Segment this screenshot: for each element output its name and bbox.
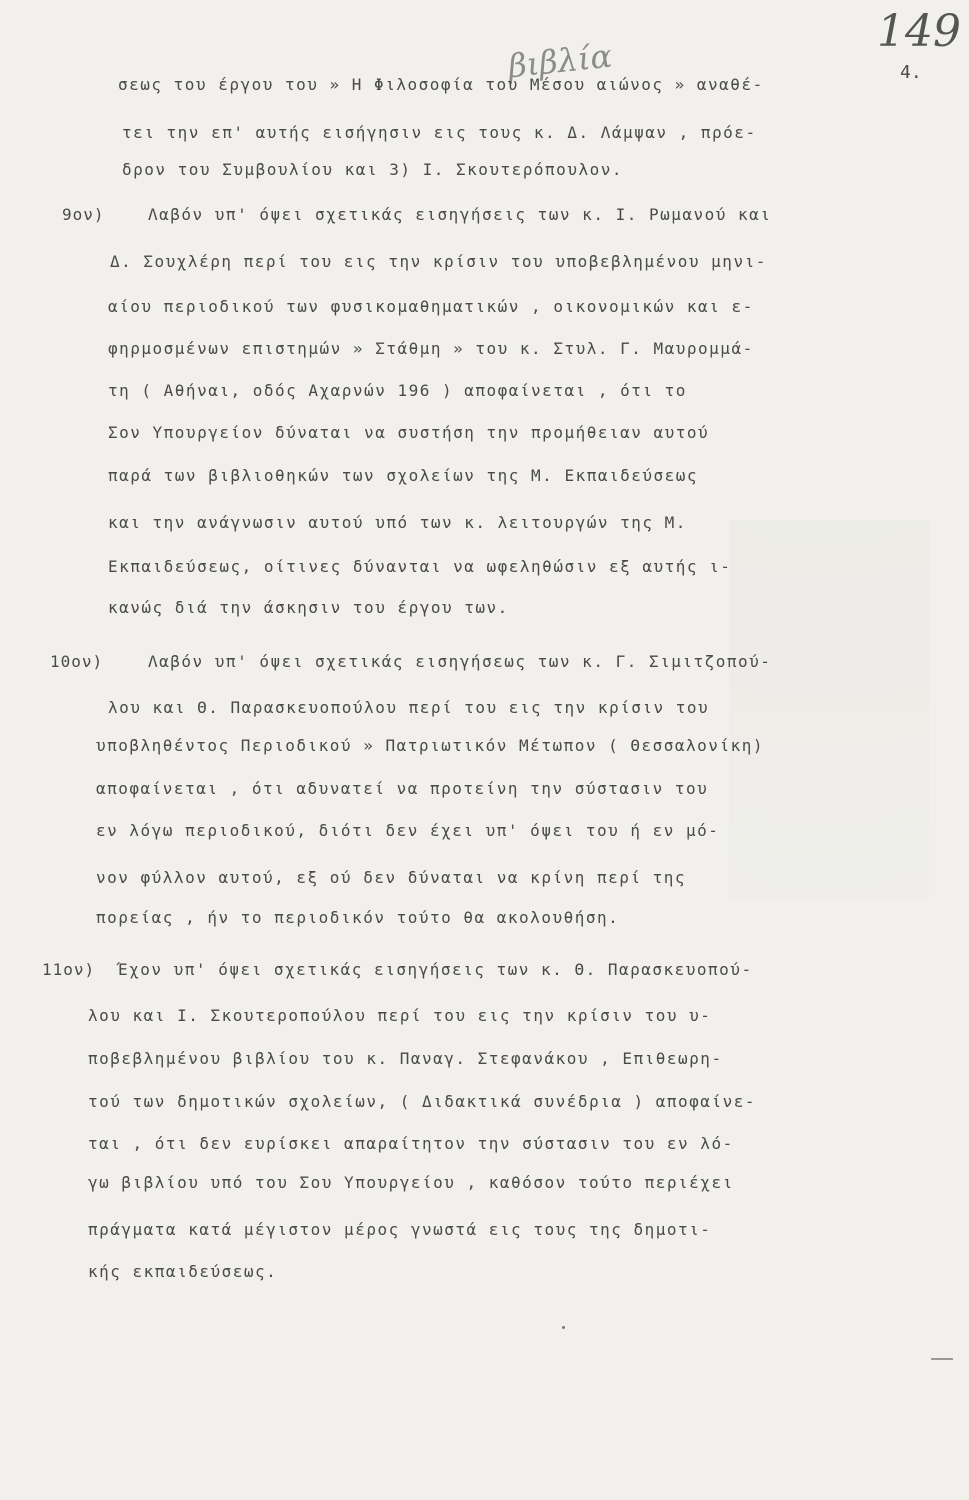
item-line: Έχον υπ' όψει σχετικάς εισηγήσεις των κ. Θ. Παρασκευοπού- — [118, 960, 753, 979]
item-line: φηρμοσμένων επιστημών » Στάθμη » του κ. Στυλ. Γ. Μαυρομμά- — [108, 339, 754, 358]
item-line: και την ανάγνωσιν αυτού υπό των κ. λειτουργών της Μ. — [108, 513, 687, 532]
item-line: νον φύλλον αυτού, εξ ού δεν δύναται να κρίνη περί της — [96, 868, 687, 887]
item-line: αίου περιοδικού των φυσικομαθηματικών , οικονομικών και ε- — [108, 297, 754, 316]
item-line: Λαβόν υπ' όψει σχετικάς εισηγήσεις των κ. Ι. Ρωμανού και — [148, 205, 772, 224]
ink-speck — [562, 1326, 565, 1329]
item-line: αποφαίνεται , ότι αδυνατεί να προτείνη την σύστασιν του — [96, 779, 709, 798]
item-line: γω βιβλίου υπό του Σου Υπουργείου , καθόσον τούτο περιέχει — [88, 1173, 734, 1192]
page-number: 4. — [900, 62, 922, 83]
item-label-11: 11ον) — [42, 960, 96, 979]
item-line: πορείας , ήν το περιοδικόν τούτο θα ακολουθήση. — [96, 908, 620, 927]
item-line: Σον Υπουργείον δύναται να συστήση την προμήθειαν αυτού — [108, 423, 710, 442]
item-line: Εκπαιδεύσεως, οίτινες δύνανται να ωφεληθώσιν εξ αυτής ι- — [108, 557, 732, 576]
margin-mark — [931, 1358, 953, 1360]
intro-line: τει την επ' αυτής εισήγησιν εις τους κ. Δ. Λάμψαν , πρόε- — [122, 123, 757, 142]
item-line: Δ. Σουχλέρη περί του εις την κρίσιν του υποβεβλημένου μηνι- — [110, 252, 767, 271]
item-line: υποβληθέντος Περιοδικού » Πατριωτικόν Μέτωπον ( Θεσσαλονίκη) — [96, 736, 764, 755]
item-label-10: 10ον) — [50, 652, 104, 671]
intro-line: δρον του Συμβουλίου και 3) Ι. Σκουτερόπουλον. — [122, 160, 623, 179]
item-line: τη ( Αθήναι, οδός Αχαρνών 196 ) αποφαίνεται , ότι το — [108, 381, 687, 400]
bleed-through-shadow — [729, 520, 929, 900]
item-line: ται , ότι δεν ευρίσκει απαραίτητον την σύστασιν του εν λό- — [88, 1134, 734, 1153]
item-line: Λαβόν υπ' όψει σχετικάς εισηγήσεως των κ. Γ. Σιμιτζοπού- — [148, 652, 772, 671]
item-line: κανώς διά την άσκησιν του έργου των. — [108, 598, 509, 617]
item-line: λου και Θ. Παρασκευοπούλου περί του εις την κρίσιν του — [108, 698, 710, 717]
item-line: παρά των βιβλιοθηκών των σχολείων της Μ. Εκπαιδεύσεως — [108, 466, 699, 485]
item-line: ποβεβλημένου βιβλίου του κ. Παναγ. Στεφανάκου , Επιθεωρη- — [88, 1049, 723, 1068]
item-line: κής εκπαιδεύσεως. — [88, 1262, 278, 1281]
pencil-annotation: βιβλία — [506, 36, 614, 86]
item-line: πράγματα κατά μέγιστον μέρος γνωστά εις τους της δημοτι- — [88, 1220, 712, 1239]
folio-number: 149 — [877, 6, 961, 57]
item-line: λου και Ι. Σκουτεροπούλου περί του εις την κρίσιν του υ- — [88, 1006, 712, 1025]
intro-line: σεως του έργου του » Η Φιλοσοφία του Μέσου αιώνος » αναθέ- — [118, 75, 764, 94]
item-line: εν λόγω περιοδικού, διότι δεν έχει υπ' όψει του ή εν μό- — [96, 821, 720, 840]
item-label-9: 9ον) — [62, 205, 105, 224]
item-line: τού των δημοτικών σχολείων, ( Διδακτικά συνέδρια ) αποφαίνε- — [88, 1092, 756, 1111]
